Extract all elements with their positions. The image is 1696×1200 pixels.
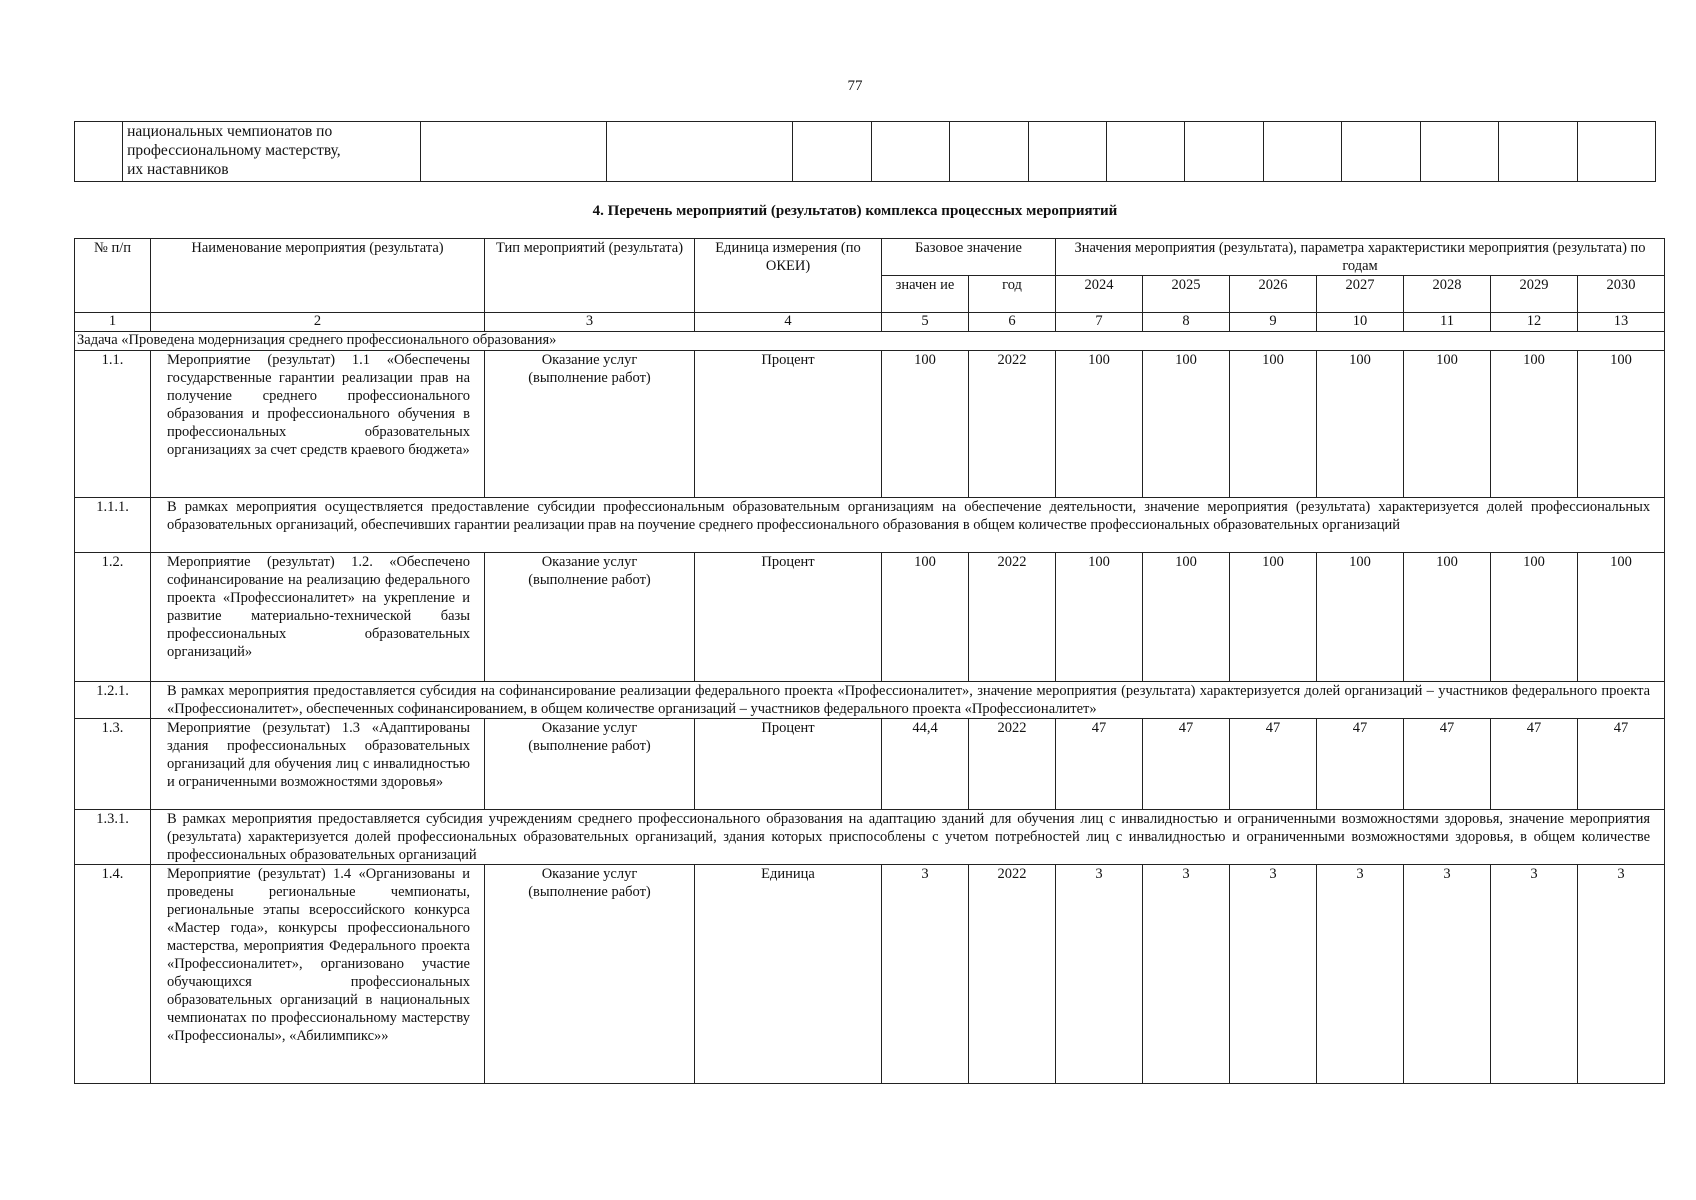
row-value: 100	[1491, 553, 1578, 682]
row-num: 1.3.	[75, 719, 151, 810]
column-number: 9	[1230, 313, 1317, 332]
page-number: 77	[847, 78, 863, 94]
row-num: 1.1.1.	[75, 498, 151, 553]
header-unit: Единица измерения (по ОКЕИ)	[695, 239, 882, 313]
column-number-row	[75, 313, 1665, 332]
fragment-cell	[1028, 122, 1106, 182]
row-value: 47	[1578, 719, 1665, 810]
row-num: 1.4.	[75, 865, 151, 1084]
fragment-line: их наставников	[127, 161, 229, 178]
row-base-value: 100	[882, 351, 969, 498]
task-row	[75, 332, 1665, 351]
row-description: В рамках мероприятия предоставляется субсидия на софинансирование реализации федерального проекта «Профессионалитет», значение мероприятия (результата) характеризуется долей организаций – участников федерального проекта «Профессионалитет», обеспеченных софинансированием, в общем количестве организаций – участников федерального проекта «Профессионалитет»	[151, 682, 1665, 719]
row-unit: Процент	[695, 553, 882, 682]
row-description: В рамках мероприятия осуществляется предоставление субсидии профессиональным образовательным организациям на обеспечение деятельности, значение мероприятия (результата) характеризуется долей профессиональных образовательных организаций, обеспечивших гарантии реализации прав на поучение среднего профессионального образования в общем количестве профессиональных образовательных организаций	[151, 498, 1665, 553]
row-value: 100	[1056, 553, 1143, 682]
row-value: 3	[1230, 865, 1317, 1084]
header-name: Наименование мероприятия (результата)	[151, 239, 485, 313]
fragment-cell	[1577, 122, 1655, 182]
fragment-cell	[793, 122, 871, 182]
fragment-cell	[871, 122, 949, 182]
fragment-cell-num	[75, 122, 123, 182]
row-value: 47	[1317, 719, 1404, 810]
row-num: 1.1.	[75, 351, 151, 498]
row-description: В рамках мероприятия предоставляется субсидия учреждениям среднего профессионального образования на адаптацию зданий для обучения лиц с инвалидностью и ограниченными возможностями здоровья, значение мероприятия (результата) характеризуется долей профессиональных образовательных организаций, здания которых приспособлены с учетом потребностей лиц с инвалидностью и ограниченными возможностями здоровья, в общем количестве профессиональных образовательных организаций	[151, 810, 1665, 865]
row-name: Мероприятие (результат) 1.2. «Обеспечено софинансирование на реализацию федерального проекта «Профессионалитет» на укрепление и развитие материально-технической базы профессиональных образовательных организаций»	[151, 553, 485, 682]
row-num: 1.2.1.	[75, 682, 151, 719]
header-num: № п/п	[75, 239, 151, 313]
column-number: 8	[1143, 313, 1230, 332]
fragment-cell	[1499, 122, 1577, 182]
row-unit: Процент	[695, 719, 882, 810]
row-value: 100	[1404, 351, 1491, 498]
fragment-cell	[1263, 122, 1341, 182]
column-number: 10	[1317, 313, 1404, 332]
header-year: 2027	[1317, 276, 1404, 313]
row-type: Оказание услуг (выполнение работ)	[485, 351, 695, 498]
row-name: Мероприятие (результат) 1.3 «Адаптированы здания профессиональных образовательных организаций для обучения лиц с инвалидностью и ограниченными возможностями здоровья»	[151, 719, 485, 810]
row-value: 100	[1578, 351, 1665, 498]
column-number: 1	[75, 313, 151, 332]
activities-table	[74, 238, 1665, 1084]
row-value: 100	[1056, 351, 1143, 498]
row-value: 47	[1404, 719, 1491, 810]
fragment-cell	[421, 122, 607, 182]
table-row	[75, 553, 1665, 682]
row-base-value: 44,4	[882, 719, 969, 810]
row-type: Оказание услуг (выполнение работ)	[485, 865, 695, 1084]
header-year: 2025	[1143, 276, 1230, 313]
table-row	[75, 810, 1665, 865]
row-num: 1.2.	[75, 553, 151, 682]
row-base-year: 2022	[969, 553, 1056, 682]
fragment-cell	[1342, 122, 1420, 182]
fragment-cell	[1107, 122, 1185, 182]
column-number: 6	[969, 313, 1056, 332]
fragment-cell	[1420, 122, 1498, 182]
row-value: 47	[1056, 719, 1143, 810]
row-base-year: 2022	[969, 865, 1056, 1084]
column-number: 2	[151, 313, 485, 332]
row-value: 3	[1056, 865, 1143, 1084]
row-value: 100	[1143, 351, 1230, 498]
header-type: Тип мероприятий (результата)	[485, 239, 695, 313]
fragment-cell	[1185, 122, 1263, 182]
row-value: 100	[1230, 553, 1317, 682]
row-value: 100	[1317, 351, 1404, 498]
row-value: 47	[1491, 719, 1578, 810]
row-value: 3	[1404, 865, 1491, 1084]
header-values: Значения мероприятия (результата), параметра характеристики мероприятия (результата) по годам	[1056, 239, 1665, 276]
fragment-cell	[950, 122, 1028, 182]
table-row	[75, 498, 1665, 553]
column-number: 7	[1056, 313, 1143, 332]
row-base-year: 2022	[969, 351, 1056, 498]
row-name: Мероприятие (результат) 1.4 «Организованы и проведены региональные чемпионаты, региональные этапы всероссийского конкурса «Мастер года», конкурсы профессионального мастерства, мероприятия Федерального проекта «Профессионалитет», организовано участие обучающихся профессиональных образовательных организаций в национальных чемпионатах по профессиональному мастерству «Профессионалы», «Абилимпикс»»	[151, 865, 485, 1084]
fragment-cell	[607, 122, 793, 182]
header-base-year: год	[969, 276, 1056, 313]
fragment-cell-name	[123, 122, 421, 182]
header-year: 2026	[1230, 276, 1317, 313]
row-value: 47	[1230, 719, 1317, 810]
row-type: Оказание услуг (выполнение работ)	[485, 553, 695, 682]
row-base-value: 100	[882, 553, 969, 682]
row-base-value: 3	[882, 865, 969, 1084]
row-value: 3	[1578, 865, 1665, 1084]
table-row	[75, 682, 1665, 719]
column-number: 4	[695, 313, 882, 332]
row-value: 3	[1317, 865, 1404, 1084]
row-value: 3	[1143, 865, 1230, 1084]
row-num: 1.3.1.	[75, 810, 151, 865]
column-number: 11	[1404, 313, 1491, 332]
fragment-line: профессиональному мастерству,	[127, 142, 341, 159]
table-row	[75, 719, 1665, 810]
task-title: Задача «Проведена модернизация среднего профессионального образования»	[75, 332, 1665, 351]
header-year: 2029	[1491, 276, 1578, 313]
row-base-year: 2022	[969, 719, 1056, 810]
header-year: 2028	[1404, 276, 1491, 313]
row-value: 100	[1317, 553, 1404, 682]
row-type: Оказание услуг (выполнение работ)	[485, 719, 695, 810]
row-value: 100	[1230, 351, 1317, 498]
row-value: 100	[1578, 553, 1665, 682]
row-value: 100	[1404, 553, 1491, 682]
table-row	[75, 865, 1665, 1084]
column-number: 13	[1578, 313, 1665, 332]
fragment-line: национальных чемпионатов по	[127, 123, 333, 140]
header-year: 2030	[1578, 276, 1665, 313]
continued-table-fragment	[74, 121, 1656, 182]
row-value: 3	[1491, 865, 1578, 1084]
header-base-value: значен ие	[882, 276, 969, 313]
section-title: 4. Перечень мероприятий (результатов) комплекса процессных мероприятий	[592, 203, 1118, 219]
header-base: Базовое значение	[882, 239, 1056, 276]
row-value: 100	[1491, 351, 1578, 498]
row-name: Мероприятие (результат) 1.1 «Обеспечены государственные гарантии реализации прав на получение среднего профессионального образования и профессионального обучения в профессиональных образовательных организациях за счет средств краевого бюджета»	[151, 351, 485, 498]
row-unit: Единица	[695, 865, 882, 1084]
column-number: 12	[1491, 313, 1578, 332]
row-value: 47	[1143, 719, 1230, 810]
header-year: 2024	[1056, 276, 1143, 313]
table-row	[75, 351, 1665, 498]
row-value: 100	[1143, 553, 1230, 682]
column-number: 5	[882, 313, 969, 332]
column-number: 3	[485, 313, 695, 332]
row-unit: Процент	[695, 351, 882, 498]
